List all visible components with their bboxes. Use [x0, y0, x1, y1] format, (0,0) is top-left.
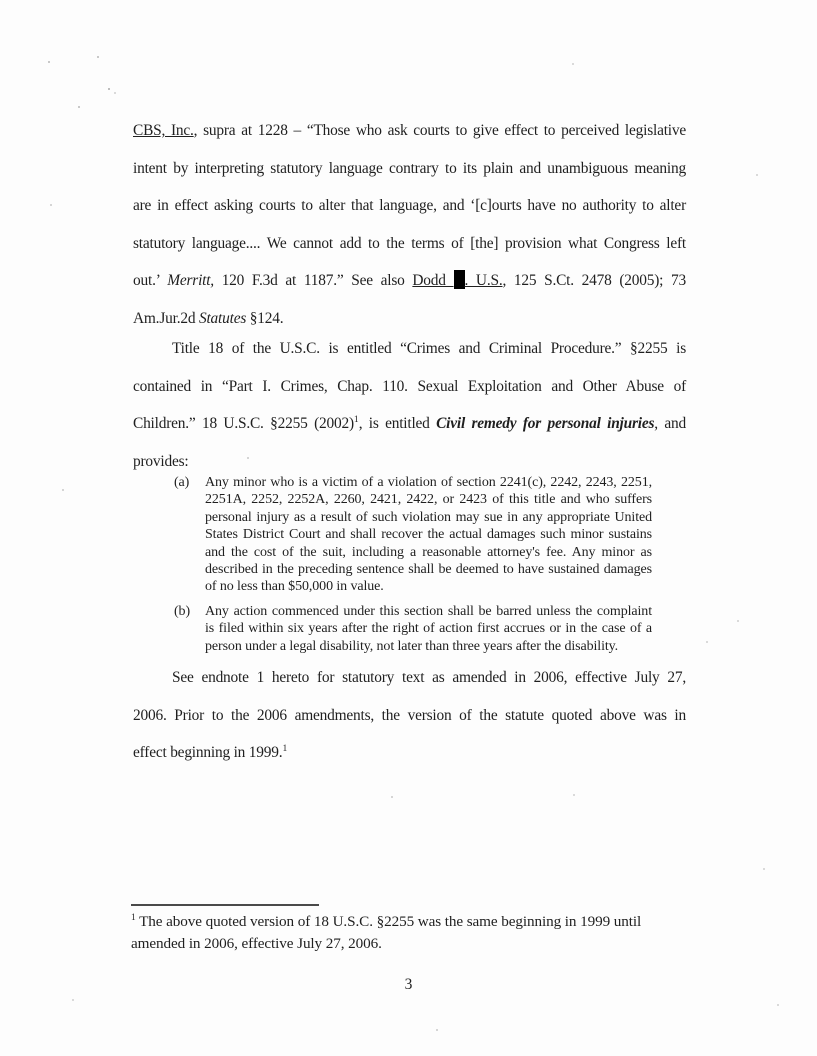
- text-segment: §124.: [246, 309, 284, 327]
- text-segment: See endnote 1 hereto for statutory text as amended in 2006, effective July 27,: [172, 669, 686, 686]
- text-segment: Title 18 of the U.S.C. is entitled “Crimes and Criminal Procedure.” §2255 is: [172, 340, 686, 357]
- text-line: [205, 603, 652, 620]
- text-segment: , supra at 1228 – “Those who ask courts to give effect to perceived legislative: [193, 122, 686, 139]
- text-line: [205, 526, 652, 543]
- text-segment: are in effect asking courts to alter that language, and ‘[c]ourts have no authority to alter: [133, 197, 686, 215]
- text-segment: Merritt,: [167, 272, 214, 290]
- scan-speck: [573, 794, 575, 796]
- text-line: [133, 150, 686, 188]
- scan-speck: [391, 796, 393, 798]
- text-line: [205, 509, 652, 526]
- scan-speck: [114, 92, 116, 94]
- text-segment: intent by interpreting statutory language contrary to its plain and unambiguous meaning: [133, 159, 686, 177]
- scan-speck: [247, 457, 249, 459]
- text-segment: effect beginning in 1999.: [133, 744, 283, 762]
- text-line: [133, 187, 686, 225]
- text-segment: 1: [353, 414, 359, 426]
- text-segment: amended in 2006, effective July 27, 2006.: [131, 934, 382, 952]
- text-segment: person under a legal disability, not later than three years after the disability.: [205, 638, 619, 654]
- text-segment: contained in “Part I. Crimes, Chap. 110. Sexual Exploitation and Other Abuse of: [133, 377, 686, 395]
- text-segment: 1: [282, 743, 288, 755]
- text-segment: Any minor who is a victim of a violation of section 2241(c), 2242, 2243, 2251,: [205, 475, 652, 490]
- text-line: [133, 330, 686, 368]
- statute-subsection-b: [174, 603, 652, 655]
- text-segment: is filed within six years after the right of action first accrues or in the case of a: [205, 621, 652, 637]
- text-segment: 1: [131, 912, 136, 923]
- text-segment: Dodd: [412, 272, 454, 290]
- scan-speck: [777, 1004, 779, 1006]
- scan-speck: [48, 61, 50, 63]
- text-segment: , 125 S.Ct. 2478 (2005); 73: [502, 272, 686, 290]
- scan-speck: [763, 868, 765, 870]
- text-segment: statutory language.... We cannot add to the terms of [the] provision what Congress left: [133, 234, 686, 252]
- footnote-separator: [131, 904, 319, 906]
- scan-speck: [756, 174, 758, 176]
- text-segment: Children.” 18 U.S.C. §2255 (2002): [133, 415, 354, 433]
- text-line: [133, 368, 686, 406]
- text-line: [205, 578, 652, 595]
- text-segment: , and: [654, 415, 686, 433]
- paragraph-endnote-reference: [133, 659, 686, 772]
- text-segment: of no less than $50,000 in value.: [205, 579, 384, 595]
- text-segment: . U.S.: [464, 272, 503, 290]
- text-segment: and the cost of the suit, including a reasonable attorney's fee. Any minor as: [205, 544, 652, 560]
- paragraph-cbs-citation: [133, 112, 686, 338]
- text-segment: 120 F.3d at 1187.” See also: [213, 272, 413, 290]
- text-segment: personal injury as a result of such violation may sue in any appropriate United: [205, 509, 652, 525]
- text-line: [133, 697, 686, 735]
- text-line: [131, 911, 676, 933]
- text-line: [133, 734, 686, 772]
- text-segment: 2006. Prior to the 2006 amendments, the version of the statute quoted above was in: [133, 706, 686, 724]
- text-line: [133, 405, 686, 443]
- text-segment: Civil remedy for personal injuries: [436, 415, 655, 433]
- subsection-b-label: (b): [174, 604, 191, 619]
- scan-speck: [78, 106, 80, 108]
- text-line: [205, 474, 652, 491]
- text-segment: out.’: [133, 272, 168, 290]
- text-line: [205, 638, 652, 655]
- scan-speck: [97, 56, 99, 58]
- paragraph-title18: [133, 330, 686, 480]
- text-segment: provides:: [133, 452, 189, 470]
- text-line: [133, 225, 686, 263]
- redaction-mark: [454, 270, 465, 289]
- scan-speck: [72, 999, 74, 1001]
- text-segment: CBS, Inc.: [133, 122, 194, 139]
- text-segment: The above quoted version of 18 U.S.C. §2255 was the same beginning in 1999 until: [135, 913, 642, 930]
- text-segment: Any action commenced under this section shall be barred unless the complaint: [205, 604, 652, 619]
- text-segment: described in the preceding sentence shall be deemed to have sustained damages: [205, 562, 652, 578]
- text-segment: Statutes: [198, 309, 247, 327]
- text-segment: States District Court and shall recover the actual damages such minor sustains: [205, 527, 652, 543]
- footnote: [131, 911, 676, 955]
- text-line: [133, 262, 686, 300]
- statute-subsection-a: [174, 474, 652, 596]
- scan-speck: [436, 1029, 438, 1031]
- text-line: [205, 544, 652, 561]
- page-number: 3: [404, 976, 413, 993]
- scan-speck: [50, 204, 52, 206]
- text-segment: Am.Jur.2d: [133, 309, 199, 327]
- text-line: [131, 933, 676, 955]
- text-line: [205, 561, 652, 578]
- text-line: [205, 491, 652, 508]
- text-line: [205, 620, 652, 637]
- text-line: [133, 659, 686, 697]
- text-segment: , is entitled: [358, 415, 437, 433]
- subsection-a-label: (a): [174, 475, 190, 490]
- scan-speck: [62, 489, 64, 491]
- scan-speck: [572, 63, 574, 65]
- scan-speck: [706, 641, 708, 643]
- scan-speck: [108, 88, 110, 90]
- text-line: [133, 112, 686, 150]
- text-segment: 2251A, 2252, 2252A, 2260, 2421, 2422, or 2423 of this title and who suffers: [205, 492, 652, 508]
- scan-speck: [737, 620, 739, 622]
